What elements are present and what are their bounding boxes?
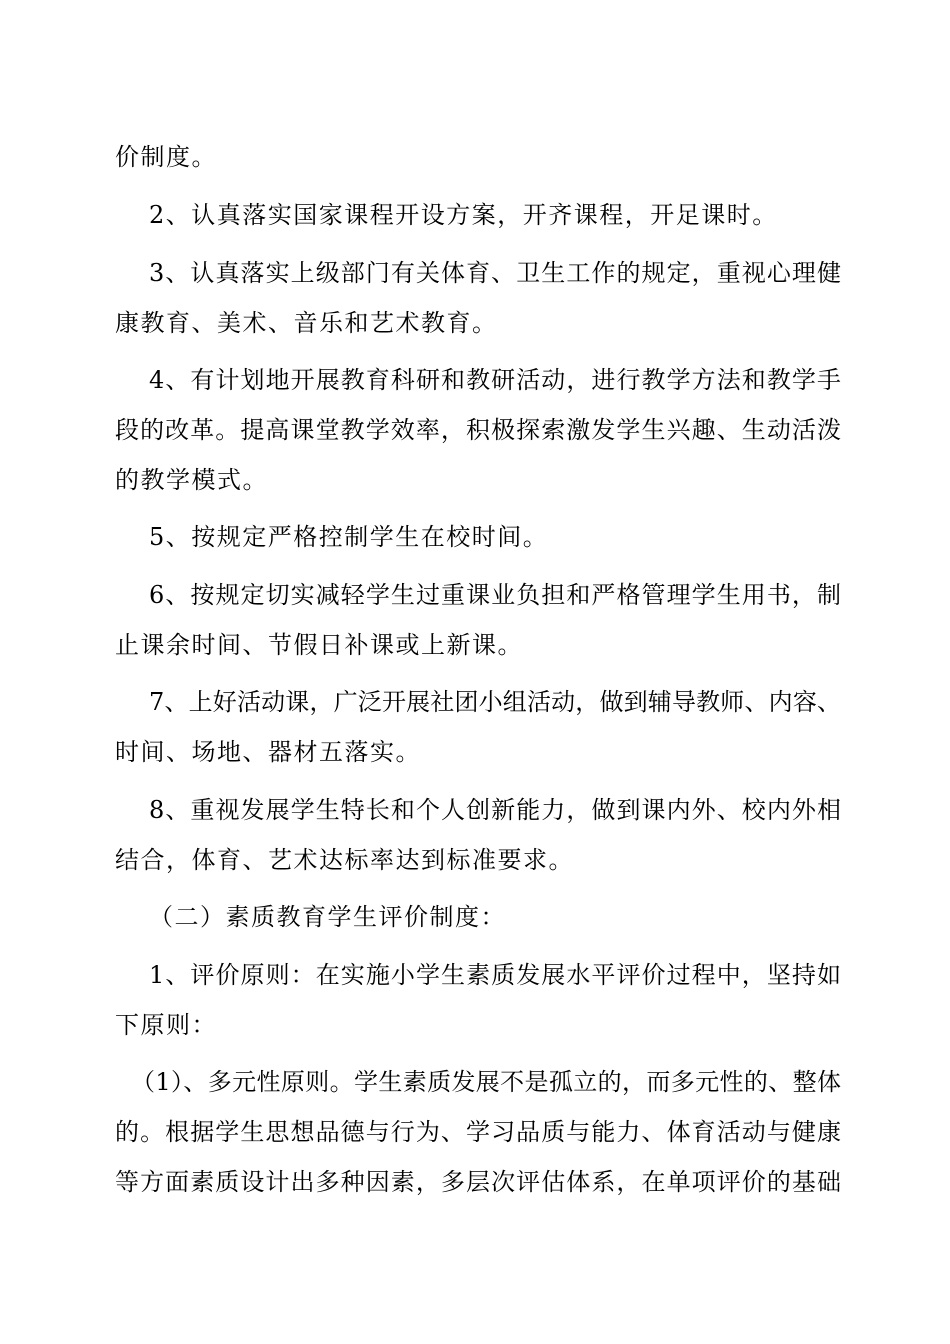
text-line: 4、有计划地开展教育科研和教研活动，进行教学方法和教学手 (149, 366, 841, 394)
text-line: 6、按规定切实减轻学生过重课业负担和严格管理学生用书，制 (149, 581, 841, 609)
text-line: 3、认真落实上级部门有关体育、卫生工作的规定，重视心理健 (149, 259, 841, 287)
text-line: 止课余时间、节假日补课或上新课。 (115, 631, 523, 659)
text-line: 下原则： (115, 1011, 217, 1039)
text-line: 的。根据学生思想品德与行为、学习品质与能力、体育活动与健康 (115, 1118, 841, 1146)
text-line: 等方面素质设计出多种因素，多层次评估体系，在单项评价的基础 (115, 1168, 841, 1196)
text-line: （1）、多元性原则。学生素质发展不是孤立的，而多元性的、整体 (131, 1068, 841, 1096)
text-line: 1、评价原则：在实施小学生素质发展水平评价过程中，坚持如 (149, 961, 841, 989)
section-heading: （二）素质教育学生评价制度： (149, 903, 506, 931)
text-line: 段的改革。提高课堂教学效率，积极探索激发学生兴趣、生动活泼 (115, 416, 841, 444)
text-line: 康教育、美术、音乐和艺术教育。 (115, 309, 498, 337)
text-line: 结合，体育、艺术达标率达到标准要求。 (115, 846, 574, 874)
text-line: 2、认真落实国家课程开设方案，开齐课程，开足课时。 (149, 201, 778, 229)
text-line: 8、重视发展学生特长和个人创新能力，做到课内外、校内外相 (149, 796, 841, 824)
text-line: 7、上好活动课，广泛开展社团小组活动，做到辅导教师、内容、 (149, 688, 841, 716)
text-line: 价制度。 (115, 143, 217, 171)
text-line: 5、按规定严格控制学生在校时间。 (149, 523, 549, 551)
text-line: 的教学模式。 (115, 466, 268, 494)
text-line: 时间、场地、器材五落实。 (115, 738, 421, 766)
